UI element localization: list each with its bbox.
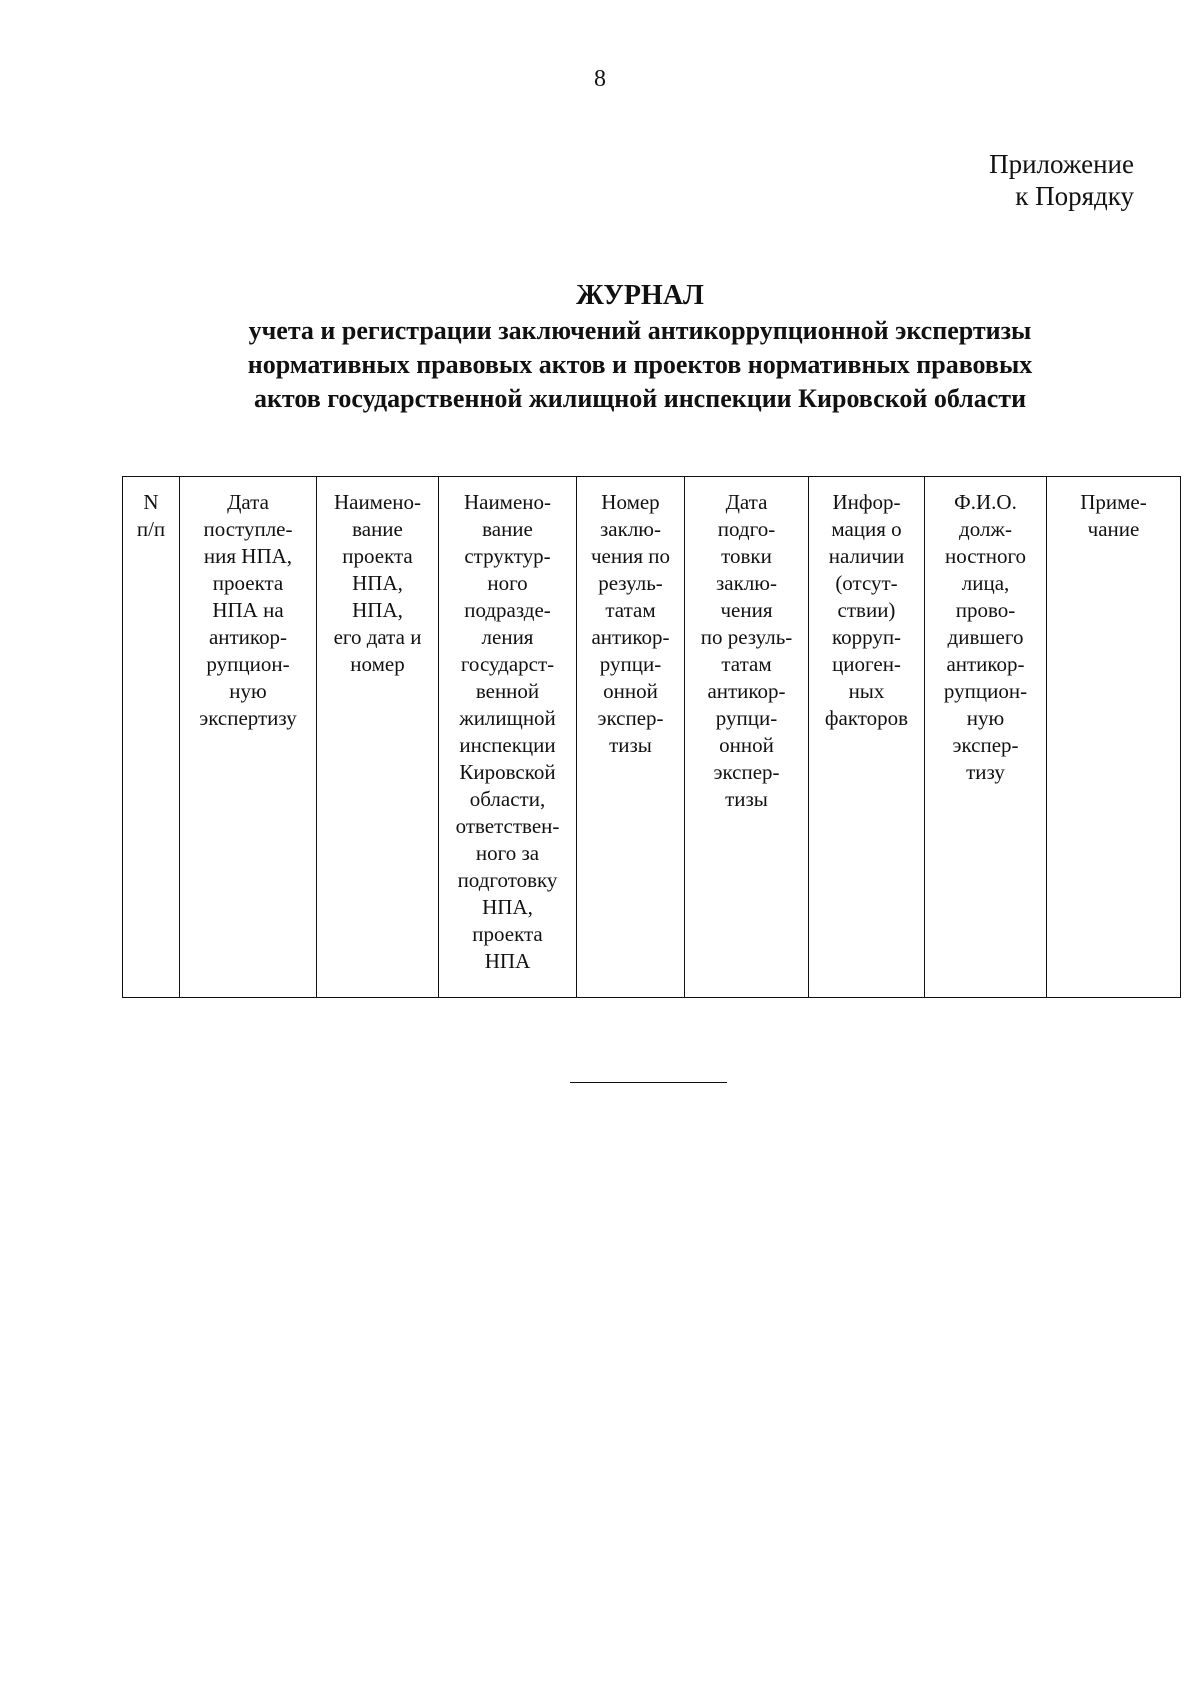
page-number: 8: [594, 66, 606, 92]
journal-table: [122, 476, 1181, 998]
header-text: Приме- чание: [1080, 490, 1147, 541]
subtitle-line-2: нормативных правовых актов и проектов нормативных правовых: [247, 350, 1033, 379]
header-text: Дата подго- товки заклю- чения по резуль- татам антикор- рупци- онной экспер- тизы: [700, 490, 793, 811]
header-cell-department: [439, 477, 577, 998]
table-header-row: [123, 477, 1181, 998]
header-text: Номер заклю- чения по резуль- татам антикор- рупци- онной экспер- тизы: [590, 490, 670, 757]
header-text: Инфор- мация о наличии (отсут- ствии) корруп- циоген- ных факторов: [824, 490, 909, 730]
header-cell-conclusion-number: [577, 477, 685, 998]
header-cell-number: [123, 477, 180, 998]
header-cell-note: [1047, 477, 1181, 998]
subtitle-line-3: актов государственной жилищной инспекции Кировской области: [253, 384, 1027, 413]
document-heading: [200, 278, 1080, 416]
header-cell-receipt-date: [180, 477, 317, 998]
header-cell-corruption-factors: [809, 477, 925, 998]
document-title: ЖУРНАЛ: [576, 280, 704, 311]
header-text: Дата поступле- ния НПА, проекта НПА на антикор- рупцион- ную экспертизу: [199, 490, 297, 730]
appendix-line-2: к Порядку: [1015, 181, 1134, 211]
header-text: Наимено- вание проекта НПА, НПА, его дата и номер: [333, 490, 422, 676]
header-cell-expert-name: [925, 477, 1047, 998]
header-cell-conclusion-date: [685, 477, 809, 998]
appendix-line-1: Приложение: [989, 149, 1134, 179]
header-text: Ф.И.О. долж- ностного лица, прово- дившего антикор- рупцион- ную экспер- тизу: [943, 490, 1028, 784]
closing-divider: [570, 1082, 727, 1083]
appendix-label: [989, 148, 1134, 212]
subtitle-line-1: учета и регистрации заключений антикоррупционной экспертизы: [248, 316, 1032, 345]
header-cell-act-name: [317, 477, 439, 998]
header-text: N п/п: [136, 490, 166, 541]
header-text: Наимено- вание структур- ного подразде- ления государст- венной жилищной инспекции Кировской области, ответствен- ного за подготовку НПА, проекта НПА: [455, 490, 560, 973]
